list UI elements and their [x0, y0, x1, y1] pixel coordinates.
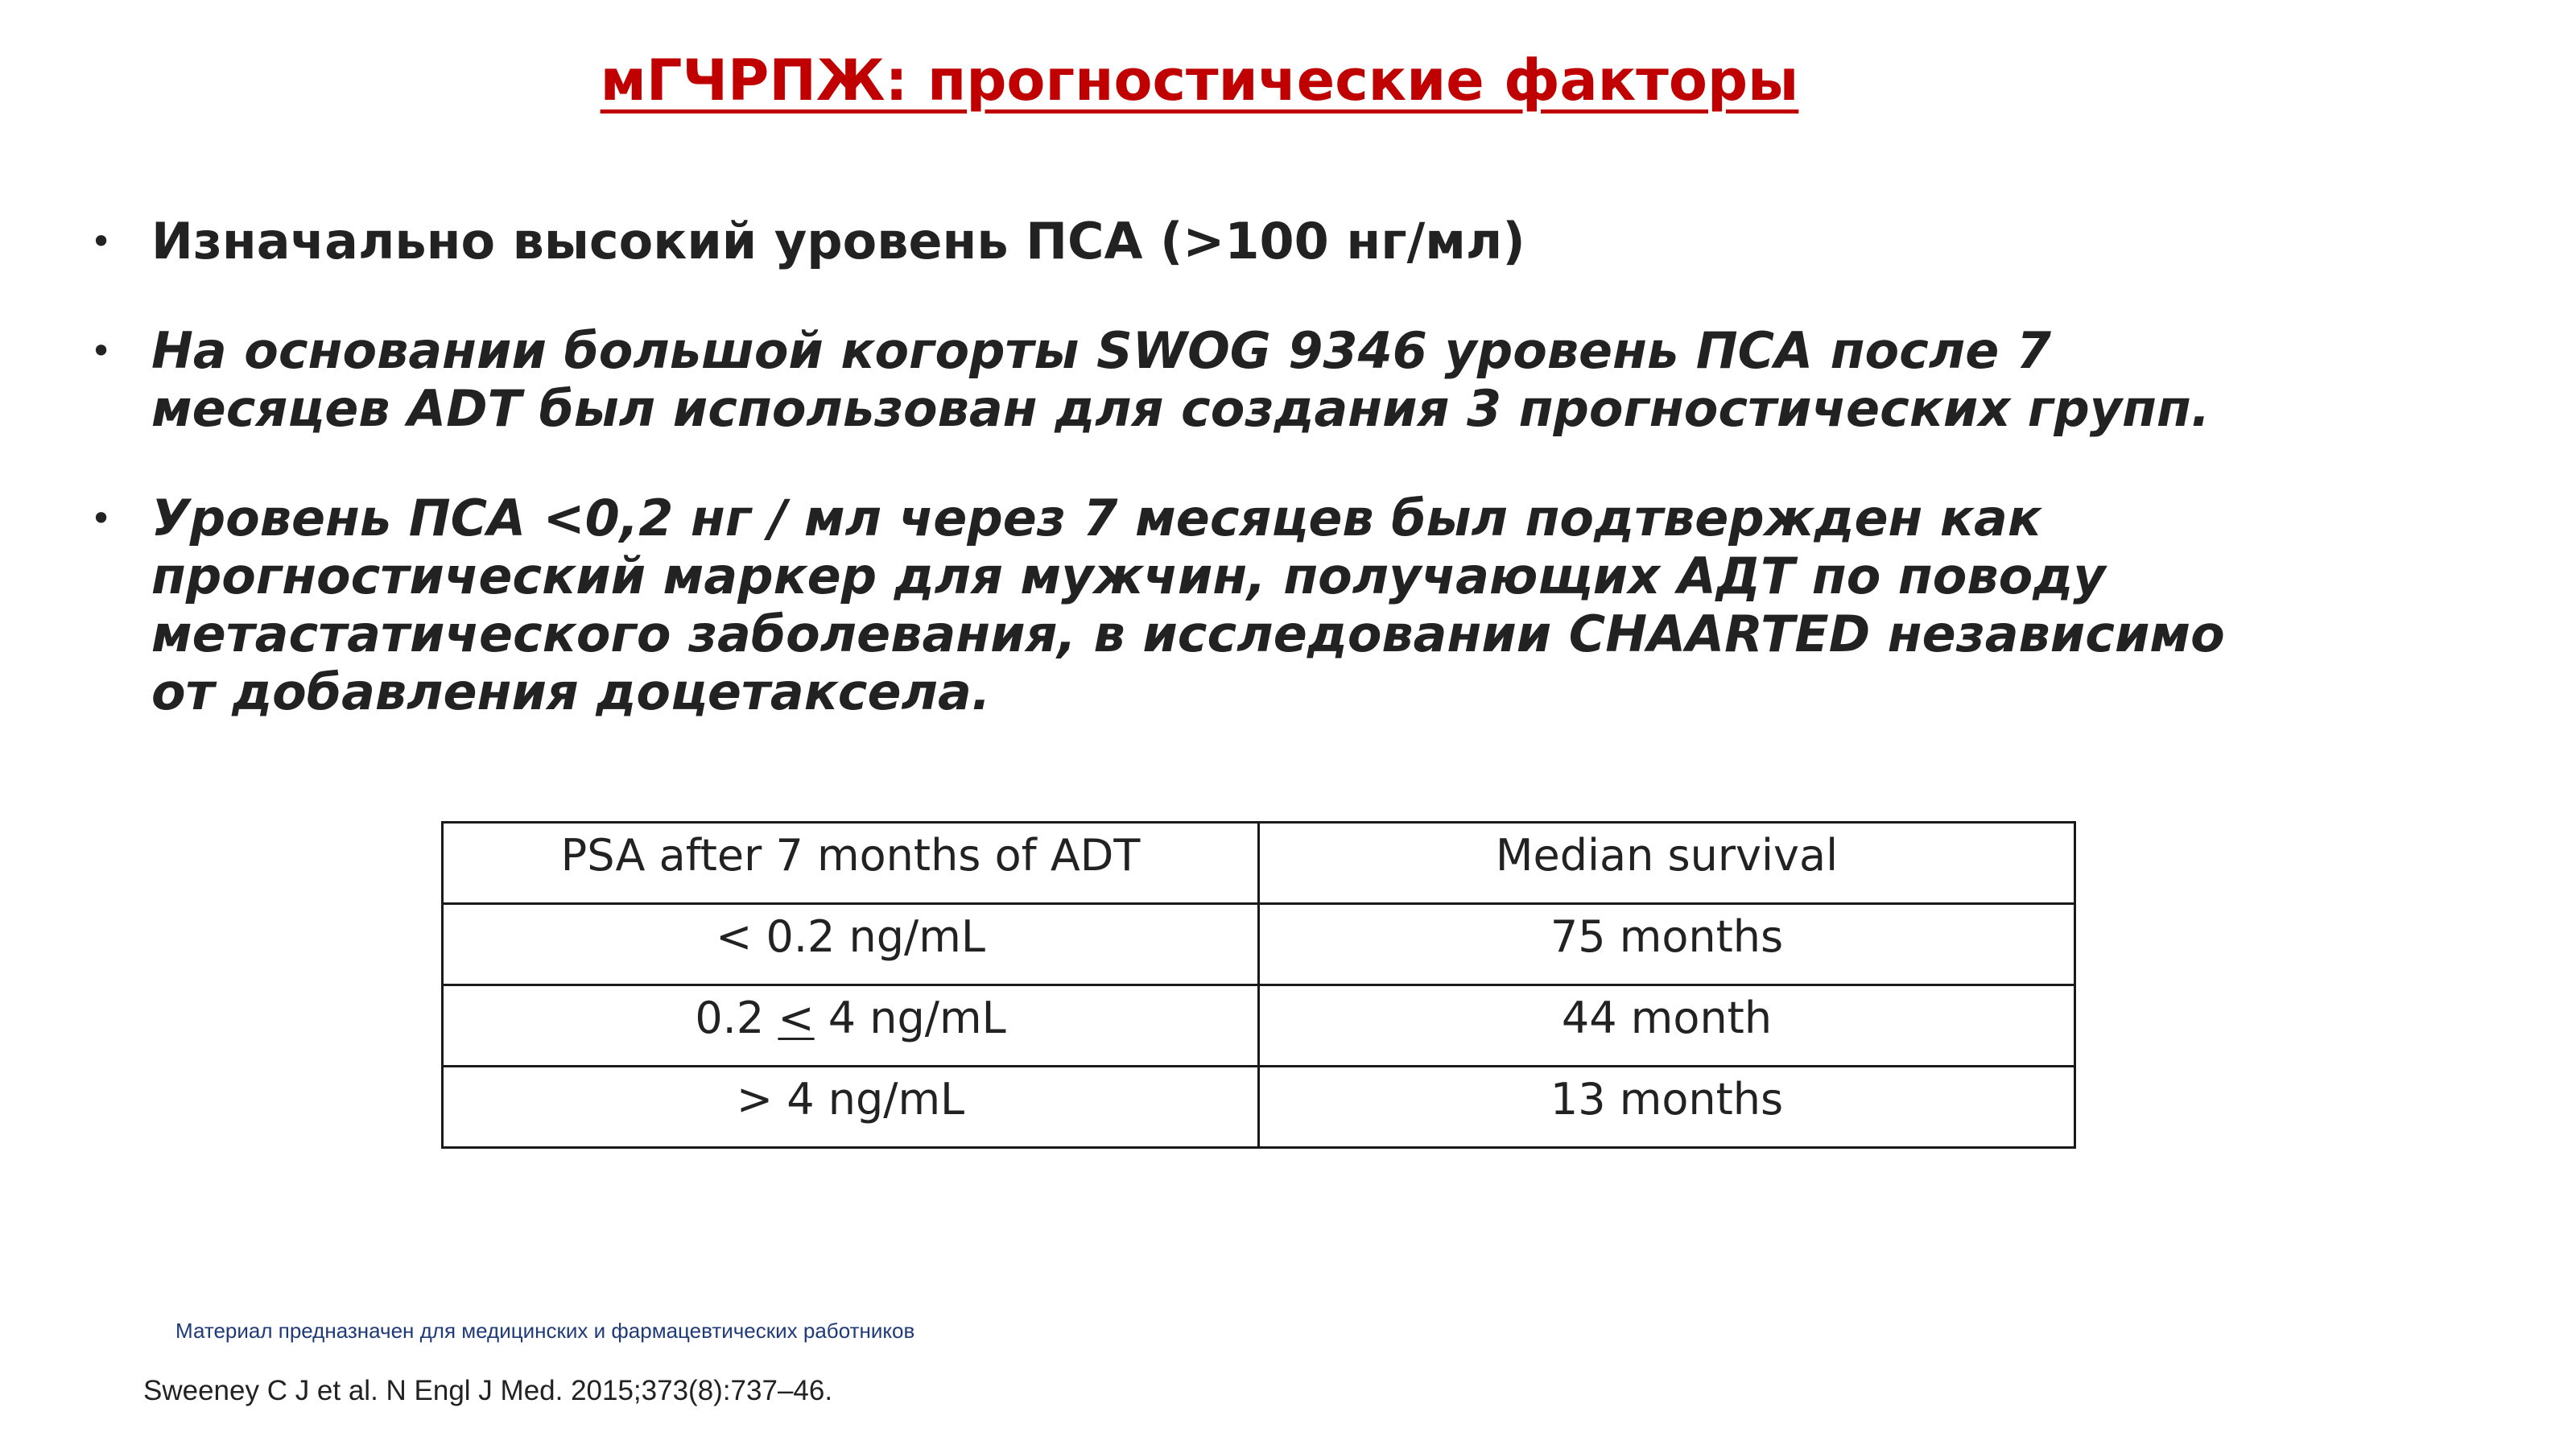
bullet-line: прогностический маркер для мужчин, получающих АДТ по поводу: [151, 547, 2106, 605]
bullet-line: Уровень ПСА <0,2 нг / мл через 7 месяцев был подтвержден как: [151, 489, 2041, 547]
table-header-cell-psa: PSA after 7 months of ADT: [443, 823, 1259, 904]
table-row: [443, 985, 2075, 1067]
reference-citation: Sweeney C J et al. N Engl J Med. 2015;373(8):737–46.: [143, 1375, 833, 1406]
bullet-line: Изначально высокий уровень ПСА (>100 нг/мл): [151, 212, 1525, 270]
psa-value-prefix: 0.2: [695, 993, 778, 1043]
table-cell-psa: < 0.2 ng/mL: [443, 904, 1259, 985]
table-row: [443, 1067, 2075, 1148]
bullet-item-1: [151, 213, 2486, 270]
bullet-marker: •: [90, 220, 113, 263]
bullet-line: месяцев ADT был использован для создания 3 прогностических групп.: [151, 379, 2211, 438]
medical-disclaimer: Материал предназначен для медицинских и фармацевтических работников: [175, 1319, 915, 1343]
bullet-line: На основании большой когорты SWOG 9346 уровень ПСА после 7: [151, 321, 2052, 380]
bullet-item-2: [151, 322, 2486, 438]
table-cell-psa: > 4 ng/mL: [443, 1067, 1259, 1148]
bullet-line: от добавления доцетаксела.: [151, 663, 991, 721]
table-row: [443, 904, 2075, 985]
table-header-row: [443, 823, 2075, 904]
table-cell-survival: 44 month: [1259, 985, 2075, 1067]
bullet-line: метастатического заболевания, в исследовании CHAARTED независимо: [151, 605, 2225, 663]
bullet-marker: •: [90, 497, 113, 540]
psa-value-suffix: 4 ng/mL: [814, 993, 1006, 1043]
bullet-marker: •: [90, 329, 113, 373]
bullet-item-3: [151, 489, 2486, 721]
psa-survival-table: [441, 821, 2076, 1149]
table-cell-psa: [443, 985, 1259, 1067]
table-cell-survival: 13 months: [1259, 1067, 2075, 1148]
slide-title: мГЧРПЖ: прогностические факторы: [600, 47, 1799, 114]
table-cell-survival: 75 months: [1259, 904, 2075, 985]
less-or-equal-symbol: <: [778, 993, 815, 1043]
table-header-cell-survival: Median survival: [1259, 823, 2075, 904]
